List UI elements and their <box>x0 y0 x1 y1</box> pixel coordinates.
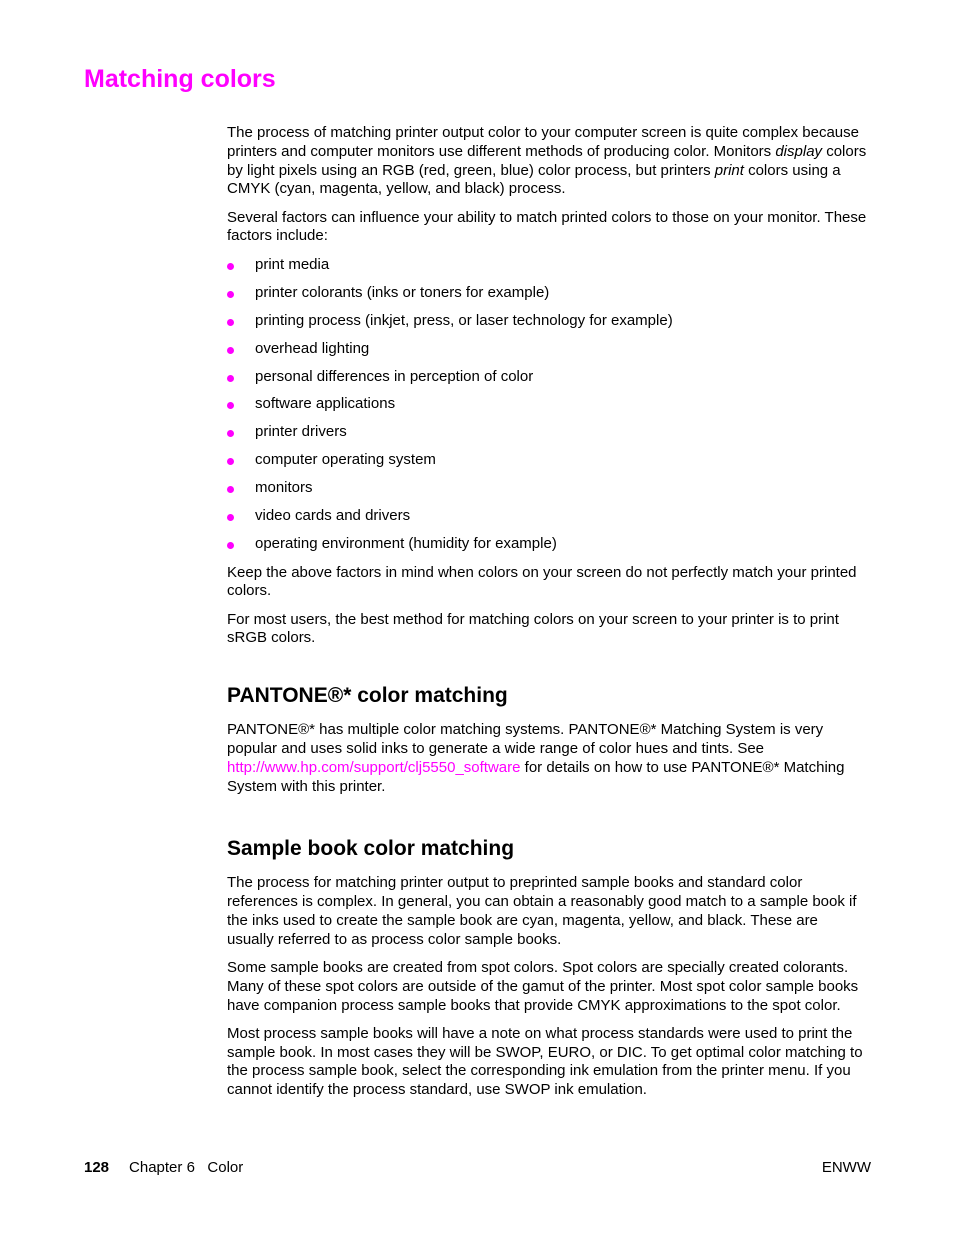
sample-paragraph-2: Some sample books are created from spot colors. Spot colors are specially created colorants. Many of these spot colors are outside of the gamut of the printer. Most spot color sample books have companion process sample books that provide CMYK approximations to the spot color. <box>227 958 859 1014</box>
bullet-icon <box>227 291 234 298</box>
list-item: print media <box>227 256 867 275</box>
bullet-icon <box>227 263 234 270</box>
page-number: 128 <box>84 1159 110 1176</box>
sample-paragraph-1: The process for matching printer output to preprinted sample books and standard color references is complex. In general, you can obtain a reasonably good match to a sample book if the inks used to create the sample book are cyan, magenta, yellow, and black. These are usually referred to as process color sample books. <box>227 874 857 948</box>
sample-paragraph-3: Most process sample books will have a note on what process standards were used to print the sample book. In most cases they will be SWOP, EURO, or DIC. To get optimal color matching to the process sample book, select the corresponding ink emulation from the printer menu. If you cannot identify the process standard, use SWOP ink emulation. <box>227 1024 863 1099</box>
list-item: printer colorants (inks or toners for example) <box>227 284 867 303</box>
factors-list <box>227 256 867 555</box>
after-paragraph-1: Keep the above factors in mind when colors on your screen do not perfectly match your printed colors. <box>227 563 857 600</box>
bullet-icon <box>227 514 234 521</box>
list-item: personal differences in perception of color <box>227 368 867 387</box>
bullet-icon <box>227 430 234 437</box>
intro-paragraph-1: The process of matching printer output color to your computer screen is quite complex because printers and computer monitors use different methods of producing color. Monitors display colors by light pixels using an RGB (red, green, blue) color process, but printers print colors using a CMYK (cyan, magenta, yellow, and black) process. <box>227 124 867 198</box>
emphasis-display: display <box>775 142 823 160</box>
list-item: printer drivers <box>227 423 867 442</box>
pantone-paragraph: PANTONE®* has multiple color matching systems. PANTONE®* Matching System is very popular and uses solid inks to generate a wide range of color hues and tints. See http://www.hp.com/support/clj5550_software for details on how to use PANTONE®* Matching System with this printer. <box>227 721 845 795</box>
intro-paragraph-2: Several factors can influence your ability to match printed colors to those on your monitor. These factors include: <box>227 208 867 245</box>
footer-right-label: ENWW <box>821 1159 871 1176</box>
list-item: overhead lighting <box>227 340 867 359</box>
list-item: software applications <box>227 395 867 414</box>
bullet-icon <box>227 486 234 493</box>
after-paragraph-2: For most users, the best method for matching colors on your screen to your printer is to print sRGB colors. <box>227 610 839 647</box>
page-title: Matching colors <box>84 65 276 93</box>
bullet-icon <box>227 402 234 409</box>
bullet-icon <box>227 347 234 354</box>
list-item: computer operating system <box>227 451 867 470</box>
chapter-label: Chapter 6 Color <box>129 1159 244 1176</box>
bullet-icon <box>227 458 234 465</box>
support-link[interactable]: http://www.hp.com/support/clj5550_software <box>227 758 521 776</box>
list-item: operating environment (humidity for example) <box>227 535 867 554</box>
sample-book-heading: Sample book color matching <box>227 837 515 861</box>
emphasis-print: print <box>714 161 744 179</box>
bullet-icon <box>227 319 234 326</box>
bullet-icon <box>227 375 234 382</box>
list-item: monitors <box>227 479 867 498</box>
list-item: video cards and drivers <box>227 507 867 526</box>
main-content <box>227 124 867 1109</box>
pantone-heading: PANTONE®* color matching <box>227 684 508 708</box>
page-footer <box>84 1158 871 1178</box>
bullet-icon <box>227 542 234 549</box>
list-item: printing process (inkjet, press, or laser technology for example) <box>227 312 867 331</box>
